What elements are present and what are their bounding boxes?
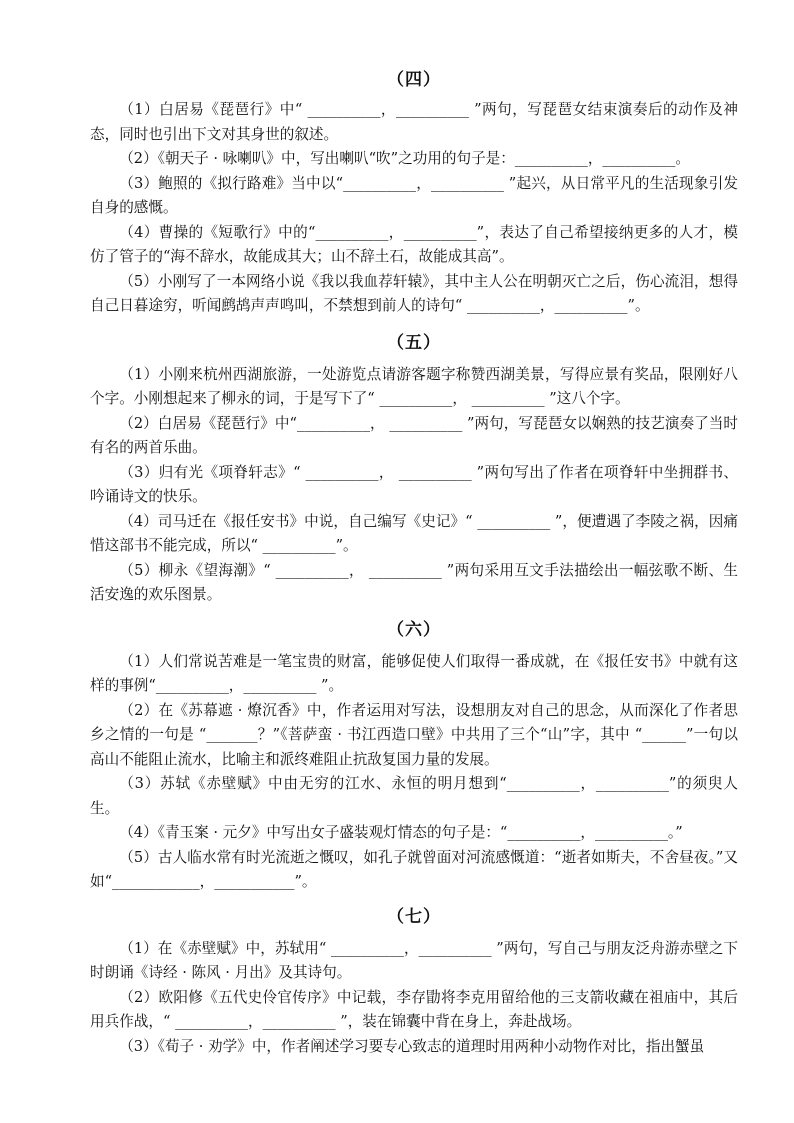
- question-item: （2）白居易《琵琶行》中“__________， __________ ”两句，写琵琶女以娴熟的技艺演奏了当时有名的两首乐曲。: [90, 414, 738, 456]
- question-item: （4）《青玉案 · 元夕》中写出女子盛装观灯情态的句子是：“__________，__________。”: [119, 824, 683, 841]
- question-item: （4）司马迁在《报任安书》中说，自己编写《史记》“ __________ ”，便遭遇了李陵之祸，因痛惜这部书不能完成，所以“ __________”。: [90, 512, 738, 554]
- question-item: （3）鲍照的《拟行路难》当中以“__________，__________ ”起兴，从日常平凡的生活现象引发自身的感慨。: [90, 174, 738, 216]
- question-item: （2）在《苏幕遮 · 燎沉香》中，作者运用对写法，设想朋友对自己的思念，从而深化了作者思乡之情的一句是 “_______？”《菩萨蛮 · 书江西造口壁》中共用了三个“山”字，其中 “______”一句以高山不能阻止流水，比喻主和派终难阻止抗敌复国力量的发展。: [90, 701, 738, 768]
- section-title: （四）: [387, 70, 441, 90]
- question-item: （3）归有光《项脊轩志》“ __________， __________ ”两句写出了作者在项脊轩中坐拥群书、吟诵诗文的快乐。: [90, 463, 738, 505]
- question-item: （1）白居易《琵琶行》中“ __________，__________ ”两句，写琵琶女结束演奏后的动作及神态，同时也引出下文对其身世的叙述。: [90, 101, 738, 143]
- question-item: （5）小刚写了一本网络小说《我以我血荐轩辕》，其中主人公在明朝灭亡之后，伤心流泪，想得自己日暮途穷，听闻鹧鸪声声鸣叫，不禁想到前人的诗句“ __________，__________”。: [90, 272, 738, 314]
- question-item: （5）柳永《望海潮》“ __________， __________ ”两句采用互文手法描绘出一幅弦歌不断、生活安逸的欢乐图景。: [90, 561, 738, 603]
- question-item: （5）古人临水常有时光流逝之慨叹，如孔子就曾面对河流感慨道：“逝者如斯夫，不舍昼夜。”又如“____________，___________”。: [90, 848, 738, 890]
- question-item: （1）人们常说苦难是一笔宝贵的财富，能够促使人们取得一番成就，在《报任安书》中就有这样的事例“__________，__________ ”。: [90, 652, 738, 694]
- section-title: （六）: [387, 619, 441, 640]
- question-item: （2）欧阳修《五代史伶官传序》中记载，李存勖将李克用留给他的三支箭收藏在祖庙中，其后用兵作战，“ __________，__________ ”，装在锦囊中背在身上，奔赴战场。: [90, 988, 738, 1030]
- question-item: （1）小刚来杭州西湖旅游，一处游览点请游客题字称赞西湖美景，写得应景有奖品，限刚好八个字。小刚想起来了柳永的词，于是写下了“ __________， __________ ”这八个字。: [90, 365, 738, 407]
- section-title: （五）: [387, 332, 441, 353]
- question-item: （4）曹操的《短歌行》中的“__________，__________”，表达了自己希望接纳更多的人才，模仿了管子的“海不辞水，故能成其大；山不辞土石，故能成其高”。: [90, 223, 738, 265]
- section-title: （七）: [387, 906, 441, 927]
- document-page: [90, 64, 738, 1059]
- question-item: （1）在《赤壁赋》中，苏轼用“ __________，__________ ”两句，写自己与朋友泛舟游赤壁之下时朗诵《诗经 · 陈风 · 月出》及其诗句。: [90, 939, 738, 981]
- question-item: （2）《朝天子 · 咏喇叭》中，写出喇叭“吹”之功用的句子是：__________，__________。: [119, 150, 690, 167]
- question-item: （3）苏轼《赤壁赋》中由无穷的江水、永恒的明月想到“__________，__________”的须臾人生。: [90, 775, 738, 817]
- question-item: （3）《荀子 · 劝学》中，作者阐述学习要专心致志的道理时用两种小动物作对比，指出蟹虽: [119, 1037, 705, 1055]
